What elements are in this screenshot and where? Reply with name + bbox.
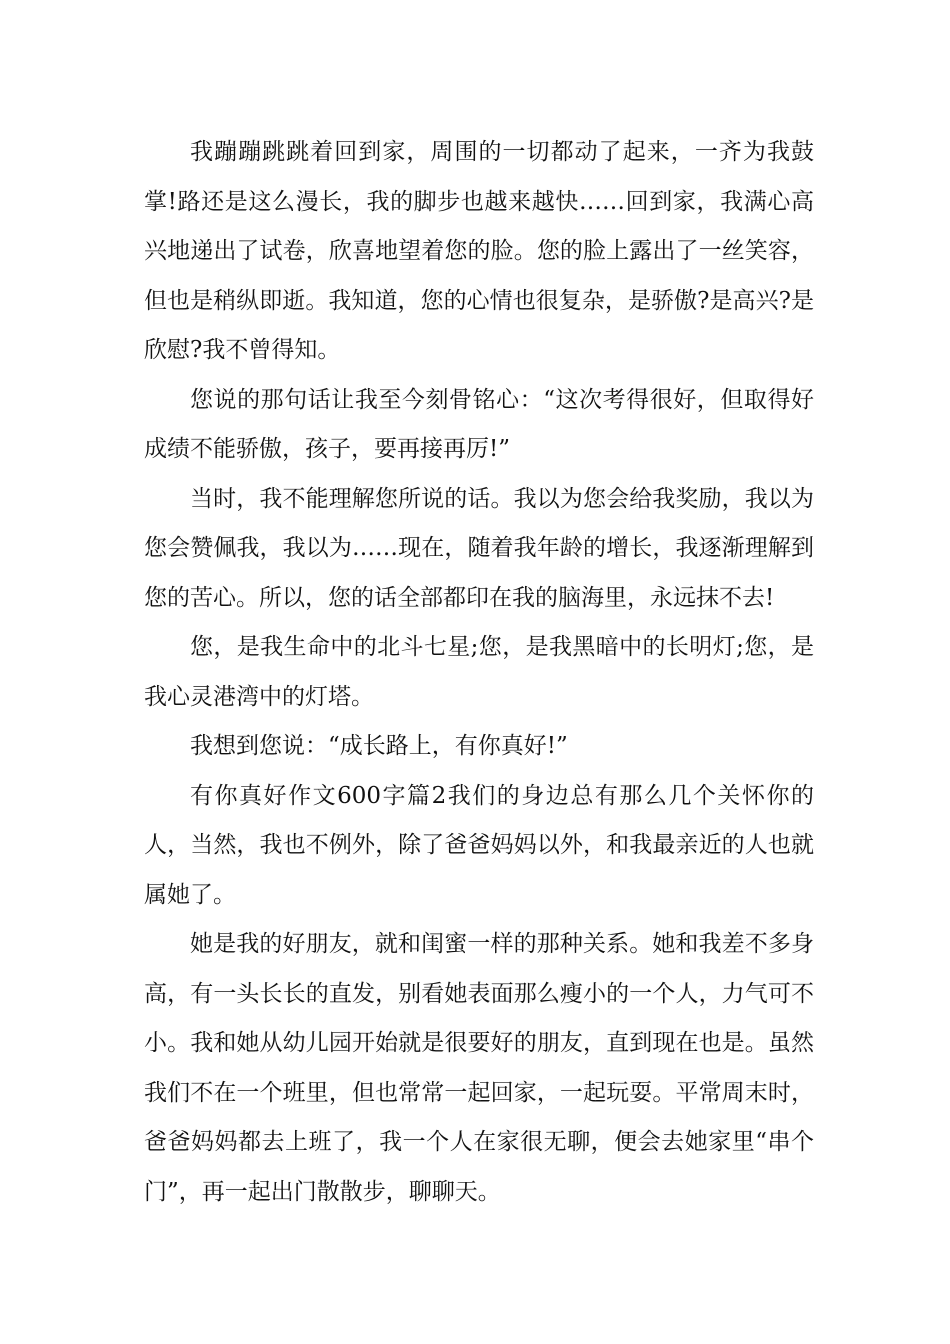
paragraph-1: 我蹦蹦跳跳着回到家，周围的一切都动了起来，一齐为我鼓掌!路还是这么漫长，我的脚步也越来越快……回到家，我满心高兴地递出了试卷，欣喜地望着您的脸。您的脸上露出了一丝笑容，但也是稍纵即逝。我知道，您的心情也很复杂，是骄傲?是高兴?是欣慰?我不曾得知。 (144, 139, 814, 363)
document-body (144, 128, 814, 1217)
paragraph-5: 我想到您说：“成长路上，有你真好!” (190, 733, 568, 759)
paragraph-2: 您说的那句话让我至今刻骨铭心：“这次考得很好，但取得好成绩不能骄傲，孩子，要再接再厉!” (144, 386, 814, 462)
paragraph-4: 您，是我生命中的北斗七星;您，是我黑暗中的长明灯;您，是我心灵港湾中的灯塔。 (144, 634, 814, 710)
paragraph-3: 当时，我不能理解您所说的话。我以为您会给我奖励，我以为您会赞佩我，我以为……现在，随着我年龄的增长，我逐渐理解到您的苦心。所以，您的话全部都印在我的脑海里，永远抹不去! (144, 485, 814, 611)
paragraph-7: 她是我的好朋友，就和闺蜜一样的那种关系。她和我差不多身高，有一头长长的直发，别看她表面那么瘦小的一个人，力气可不小。我和她从幼儿园开始就是很要好的朋友，直到现在也是。虽然我们不在一个班里，但也常常一起回家，一起玩耍。平常周末时，爸爸妈妈都去上班了，我一个人在家很无聊，便会去她家里“串个门”，再一起出门散散步，聊聊天。 (144, 931, 814, 1205)
paragraph-6: 有你真好作文600字篇2我们的身边总有那么几个关怀你的人，当然，我也不例外，除了爸爸妈妈以外，和我最亲近的人也就属她了。 (144, 782, 814, 908)
